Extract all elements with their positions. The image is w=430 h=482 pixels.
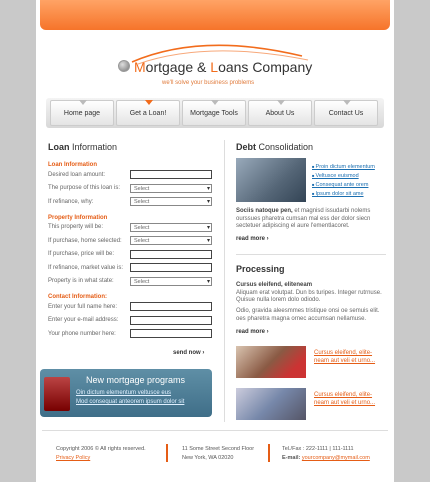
footer-separator [268,444,270,462]
footer [36,430,394,482]
phone-input[interactable] [130,329,212,338]
processing-link-1[interactable]: Cursus eleifend, elite-neam aut veli et urno... [314,350,376,364]
field-label: Enter your e-mail address: [48,317,119,324]
calculator-icon [44,377,70,411]
field-label: If refinance, market value is: [48,264,124,271]
processing-heading: Processing [236,264,285,274]
nav-label: Get a Loan! [129,109,167,117]
page [36,0,394,482]
tel-fax: Tel./Fax : 222-1111 | 111-1111 [282,446,354,452]
top-bar [40,0,390,30]
paragraph-bold: Cursus eleifend, eliteneam [236,282,313,288]
nav-label: Contact Us [328,109,364,117]
promo-banner[interactable] [40,369,212,417]
field-label: Desired loan amount: [48,171,106,178]
email-line [282,455,370,461]
nav-label: Home page [63,109,101,117]
paragraph-text: et magnisd issudarbi nolems ourssues pharetra cumsan mal ess der dolor siecn sectetuer adipiscing el aure l'ementlacoret. [236,208,371,229]
processing-paragraph-2: Odio, gravida aleesmmes tristique onsi oe semuis elit. oes pharetra magna ornec accumsan nellamuse. [236,308,380,322]
loan-form-section [48,142,220,356]
divider [236,254,386,255]
processing-paragraph-1 [236,282,386,305]
debt-link-1[interactable]: ■ Proin dictum elementum [312,164,375,170]
right-column [236,142,386,406]
privacy-text[interactable]: Privacy Policy [56,455,91,461]
field-label: Enter your full name here: [48,303,118,310]
promo-title: New mortgage programs [86,375,186,385]
nav-label: About Us [265,109,295,117]
debt-link-3[interactable]: ■ Consequat ante orem [312,182,368,188]
debt-read-more[interactable]: read more › [236,236,269,242]
email-link[interactable]: yourcompany@mymail.com [301,455,370,461]
brand-name: Mortgage & Loans Company [134,59,313,75]
section-loan-info: Loan Information [48,162,97,168]
heading-light: Consolidation [258,142,314,152]
logo[interactable] [112,38,322,94]
paragraph-bold: Sociis natoque pen, [236,208,293,214]
loan-purpose-select[interactable]: Select ▾ [130,184,212,193]
nav-marker-icon [79,100,87,105]
loan-heading [48,142,220,152]
email-label: E-mail: [282,455,301,461]
paragraph-text: Aliquam erat volutpat. Dun bs turipes. Integer rutrnuse. Quisue nulla lorem dolo odiodo. [236,289,382,303]
home-selected-select[interactable]: Select ▾ [130,236,212,245]
purchase-price-input[interactable] [130,250,212,259]
main-nav [46,98,384,128]
column-divider [224,140,225,422]
nav-get-loan[interactable] [116,100,180,126]
property-use-select[interactable]: Select ▾ [130,223,212,232]
email-input[interactable] [130,316,212,325]
nav-contact[interactable] [314,100,378,126]
promo-link-2[interactable]: Mod consequat anteorem ipsum dolor sit [76,399,185,405]
promo-link-1[interactable]: Oin dictum elementum veltusce eus [76,390,172,396]
market-value-input[interactable] [130,263,212,272]
heading-light: Information [72,142,118,152]
copyright: Copyright 2006 © All rights reserved. [56,446,146,452]
field-label: The purpose of this loan is: [48,185,121,192]
property-state-select[interactable]: Select ▾ [130,277,212,286]
globe-icon [118,60,130,72]
office-photo [236,388,306,420]
heading-bold: Loan [48,142,70,152]
tagline: we'll solve your business problems [162,80,255,86]
footer-separator [166,444,168,462]
heading-bold: Debt [236,142,256,152]
field-label: If purchase, home selected: [48,237,122,244]
send-now-button[interactable]: send now › [173,350,205,356]
debt-paragraph [236,208,386,231]
field-label: If purchase, price will be: [48,251,115,258]
nav-about[interactable] [248,100,312,126]
field-label: Property is in what state: [48,278,114,285]
nav-marker-icon [145,100,153,105]
section-contact-info: Contact Information: [48,294,107,300]
privacy-link[interactable] [56,455,90,461]
nav-label: Mortgage Tools [190,109,238,117]
footer-divider [42,430,388,431]
nav-mortgage-tools[interactable] [182,100,246,126]
loan-amount-input[interactable] [130,170,212,179]
processing-link-2[interactable]: Cursus eleifend, elite-neam aut veli et urno... [314,392,376,406]
field-label: If refinance, why: [48,198,94,205]
section-property-info: Property Information [48,214,108,221]
nav-marker-icon [343,100,351,105]
field-label: This property will be: [48,224,104,231]
debt-heading [236,142,386,152]
students-photo [236,346,306,378]
nav-marker-icon [277,100,285,105]
businessmen-photo [236,158,306,202]
nav-marker-icon [211,100,219,105]
address-line-1: 11 Some Street Second Floor [182,446,255,452]
field-label: Your phone number here: [48,330,116,337]
debt-link-2[interactable]: ■ Veltusce euismod [312,173,359,179]
debt-link-4[interactable]: ■ Ipsum dolor sit ame [312,191,364,197]
nav-home[interactable] [50,100,114,126]
full-name-input[interactable] [130,302,212,311]
processing-read-more[interactable]: read more › [236,329,269,335]
address-line-2: New York, WA 02020 [182,455,234,461]
refinance-reason-select[interactable]: Select ▾ [130,197,212,206]
